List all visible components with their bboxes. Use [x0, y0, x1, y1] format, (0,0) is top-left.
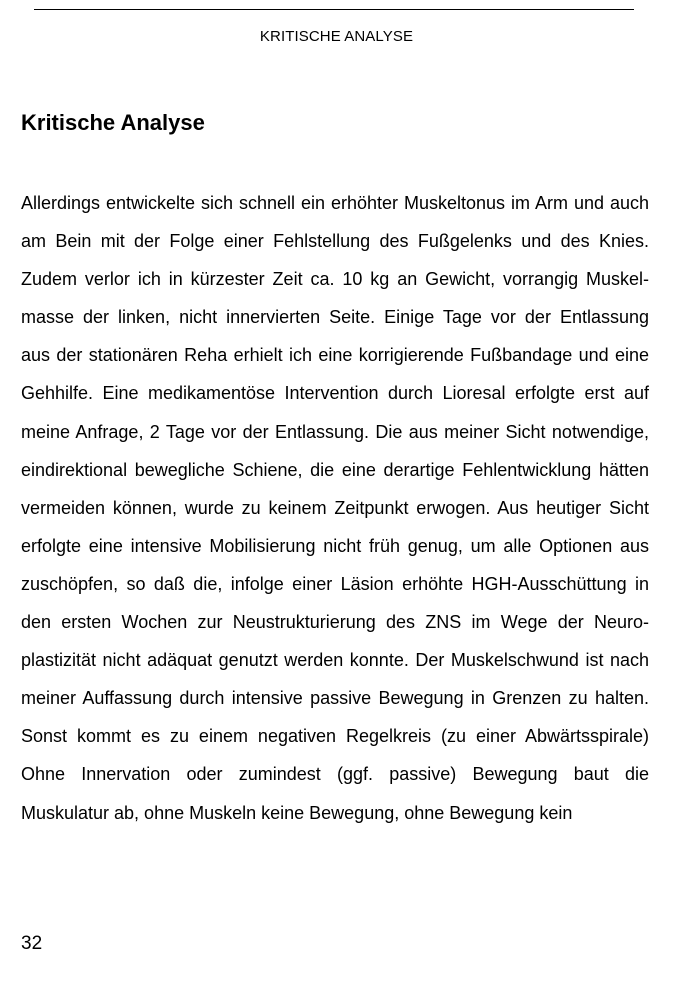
paragraph-line: eindirektional bewegliche Schiene, die eine derartige Fehlentwicklung hätten	[21, 459, 649, 480]
running-header: KRITISCHE ANALYSE	[259, 28, 414, 45]
body-paragraph	[21, 184, 649, 832]
paragraph-line: den ersten Wochen zur Neustrukturierung des ZNS im Wege der Neuro-	[21, 612, 649, 633]
paragraph-line: meiner Auffassung durch intensive passive Bewegung in Grenzen zu halten.	[21, 688, 649, 709]
section-title: Kritische Analyse	[21, 110, 205, 135]
paragraph-line: plastizität nicht adäquat genutzt werden konnte. Der Muskelschwund ist nach	[21, 650, 649, 671]
paragraph-line: Zudem verlor ich in kürzester Zeit ca. 10 kg an Gewicht, vorrangig Muskel-	[21, 269, 649, 290]
paragraph-line: erfolgte eine intensive Mobilisierung nicht früh genug, um alle Optionen aus	[21, 535, 649, 556]
paragraph-line: aus der stationären Reha erhielt ich eine korrigierende Fußbandage und eine	[21, 345, 649, 366]
paragraph-line: Muskulatur ab, ohne Muskeln keine Bewegung, ohne Bewegung kein	[21, 802, 573, 823]
paragraph-line: masse der linken, nicht innervierten Seite. Einige Tage vor der Entlassung	[21, 307, 649, 328]
paragraph-line: meine Anfrage, 2 Tage vor der Entlassung. Die aus meiner Sicht notwendige,	[21, 421, 649, 442]
paragraph-line: Sonst kommt es zu einem negativen Regelkreis (zu einer Abwärtsspirale)	[21, 726, 649, 747]
page-number: 32	[21, 933, 43, 954]
paragraph-line: zuschöpfen, so daß die, infolge einer Läsion erhöhte HGH-Ausschüttung in	[21, 573, 649, 594]
header-rule	[34, 9, 634, 10]
paragraph-line: vermeiden können, wurde zu keinem Zeitpunkt erwogen. Aus heutiger Sicht	[21, 497, 649, 518]
paragraph-line: Ohne Innervation oder zumindest (ggf. passive) Bewegung baut die	[21, 764, 649, 785]
paragraph-line: Allerdings entwickelte sich schnell ein erhöhter Muskeltonus im Arm und auch	[21, 193, 649, 213]
paragraph-line: am Bein mit der Folge einer Fehlstellung des Fußgelenks und des Knies.	[21, 231, 649, 252]
paragraph-line: Gehhilfe. Eine medikamentöse Intervention durch Lioresal erfolgte erst auf	[21, 383, 649, 404]
